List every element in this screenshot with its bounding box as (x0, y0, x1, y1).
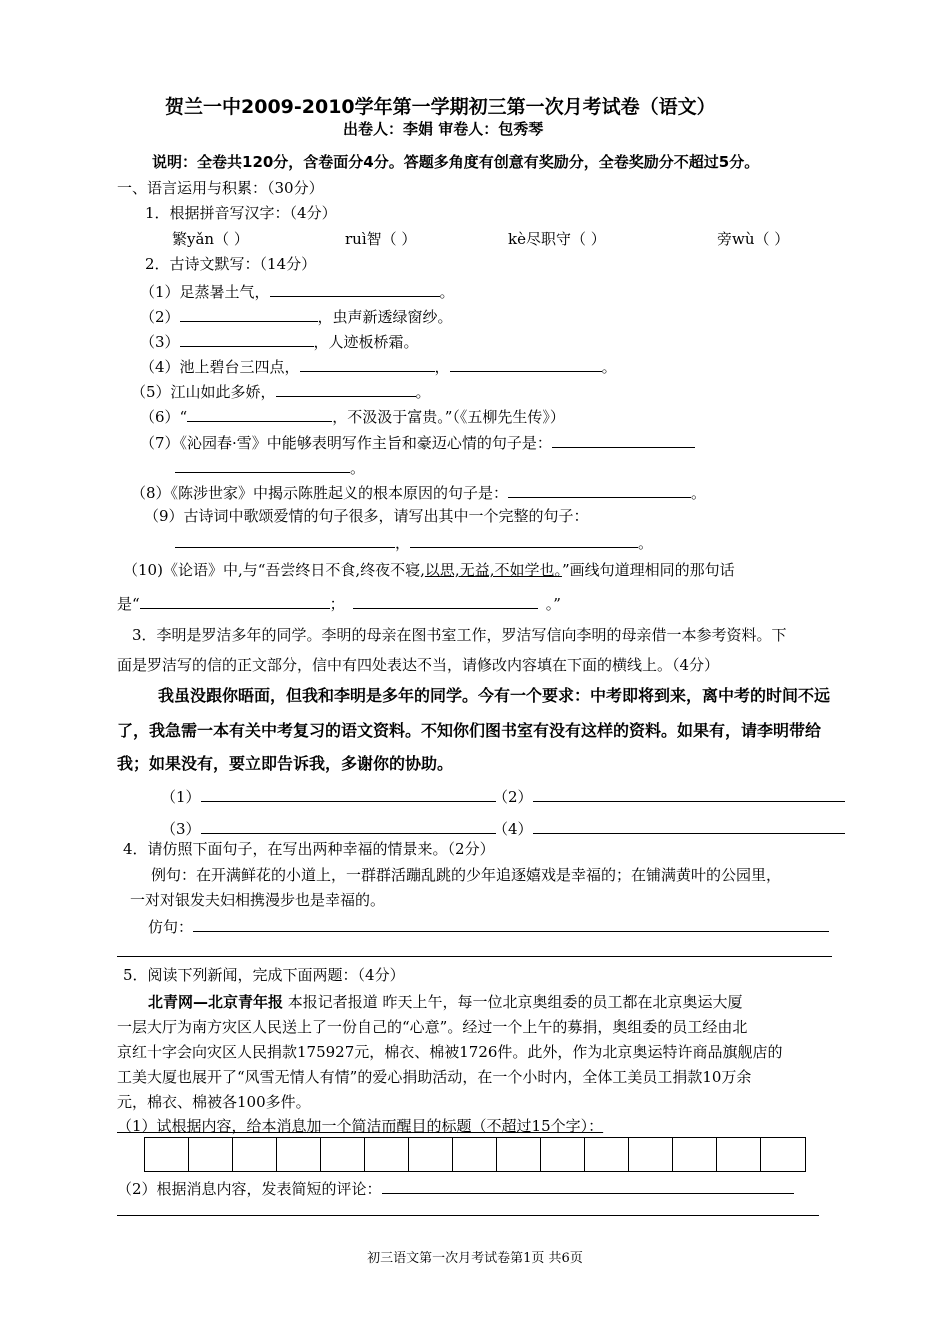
comma: ， (434, 358, 450, 376)
q2-line-10-a: （10)《论语》中,与“吾尝终日不食,终夜不寝, (123, 561, 425, 579)
q2-line-8-text: （8）《陈涉世家》中揭示陈胜起义的根本原因的句子是： (131, 484, 509, 502)
q2-line-7 (140, 431, 695, 453)
title-cell[interactable] (453, 1138, 497, 1171)
q2-line-1 (140, 280, 455, 302)
q2-line-9b (175, 531, 653, 553)
q4-prompt: 4．请仿照下面句子，在写出两种幸福的情景来。（2分） (123, 840, 495, 858)
news-line-4: 工美大厦也展开了“风雪无情人有情”的爱心捐助活动，在一个小时内，全体工美员工捐款10万余 (117, 1068, 752, 1086)
answer-blank[interactable] (533, 785, 845, 802)
title-cell[interactable] (189, 1138, 233, 1171)
q3-blank-2 (493, 785, 845, 807)
period: 。 (691, 484, 707, 502)
q2-line-7-text: （7）《沁园春·雪》中能够表明写作主旨和豪迈心情的句子是： (140, 434, 552, 452)
title-answer-grid[interactable] (144, 1137, 806, 1172)
q2-prompt: 2．古诗文默写：（14分） (145, 255, 317, 273)
answer-blank[interactable] (552, 431, 695, 448)
answer-blank[interactable] (276, 380, 416, 397)
q1-item-4: 旁wù（ ） (717, 230, 790, 248)
q5-sub1: （1）试根据内容，给本消息加一个简洁而醒目的标题（不超过15个字）： (117, 1117, 604, 1135)
period: 。 (350, 459, 366, 477)
title-cell[interactable] (321, 1138, 365, 1171)
letter-line-2: 了，我急需一本有关中考复习的语文资料。不知你们图书室有没有这样的资料。如果有，请李明带给 (117, 721, 822, 740)
answer-blank[interactable] (353, 592, 538, 609)
q2-line-10-b: ”画线句道理相同的那句话 (561, 561, 735, 579)
q2-line-10-c: 是“ (117, 595, 140, 613)
answer-blank[interactable] (175, 531, 395, 548)
q2-line-4 (140, 355, 617, 377)
q2-line-2-text: ，虫声新透绿窗纱。 (317, 308, 453, 326)
q2-line-3-text: ，人迹板桥霜。 (313, 333, 419, 351)
q3-blank-4-label: （4） (493, 820, 533, 838)
q4-answer (148, 915, 829, 937)
title-cell[interactable] (145, 1138, 189, 1171)
answer-blank[interactable] (193, 915, 829, 932)
period: 。 (638, 534, 654, 552)
answer-line[interactable] (117, 956, 832, 957)
page-title: 贺兰一中2009-2010学年第一学期初三第一次月考试卷（语文） (165, 96, 716, 118)
q2-line-2-start: （2） (140, 308, 180, 326)
answer-blank[interactable] (508, 481, 691, 498)
q2-line-4-text: （4）池上碧台三四点， (140, 358, 300, 376)
title-cell[interactable] (717, 1138, 761, 1171)
news-source: 北青网—北京青年报 (148, 993, 284, 1011)
q3-blank-3-label: （3） (161, 820, 201, 838)
q2-line-7b (175, 456, 365, 478)
page-footer: 初三语文第一次月考试卷第1页 共6页 (367, 1251, 583, 1266)
answer-blank[interactable] (180, 305, 318, 322)
q2-line-1-text: （1）足蒸暑土气， (140, 283, 270, 301)
title-cell[interactable] (629, 1138, 673, 1171)
letter-line-3: 我；如果没有，要立即告诉我，多谢你的协助。 (117, 754, 454, 773)
q3-blank-2-label: （2） (493, 788, 533, 806)
q3-blank-4 (493, 817, 845, 839)
answer-blank[interactable] (410, 531, 638, 548)
q4-answer-label: 仿句： (148, 918, 194, 936)
q2-line-2 (140, 305, 453, 327)
q2-line-3-start: （3） (140, 333, 180, 351)
title-cell[interactable] (761, 1138, 805, 1171)
answer-blank[interactable] (382, 1177, 794, 1194)
exam-authors: 出卷人：李娟 审卷人：包秀琴 (343, 120, 544, 138)
period: 。 (415, 383, 431, 401)
q3-blank-1 (161, 785, 496, 807)
news-line-1 (148, 989, 743, 1015)
answer-blank[interactable] (140, 592, 330, 609)
period: 。 (601, 358, 617, 376)
q2-line-10 (123, 560, 735, 580)
q1-prompt: 1．根据拼音写汉字：（4分） (145, 204, 337, 222)
q2-line-6 (140, 405, 565, 427)
q2-line-3 (140, 330, 419, 352)
exam-note: 说明：全卷共120分，含卷面分4分。答题多角度有创意有奖励分，全卷奖励分不超过5分。 (152, 153, 760, 171)
answer-blank[interactable] (201, 817, 496, 834)
news-line-3: 京红十字会向灾区人民捐款175927元，棉衣、棉被1726件。此外，作为北京奥运特许商品旗舰店的 (117, 1043, 783, 1061)
title-cell[interactable] (409, 1138, 453, 1171)
section-heading: 一、语言运用与积累：（30分） (117, 179, 324, 197)
q2-line-8 (131, 481, 706, 503)
answer-blank[interactable] (450, 355, 602, 372)
q2-line-10-underlined: 以思,无益,不如学也。 (424, 561, 562, 579)
answer-blank[interactable] (300, 355, 435, 372)
q2-line-10-e: 。” (545, 595, 561, 613)
title-cell[interactable] (365, 1138, 409, 1171)
q5-sub2-text: （2）根据消息内容，发表简短的评论： (117, 1180, 382, 1198)
letter-line-1: 我虽没跟你晤面，但我和李明是多年的同学。今有一个要求：中考即将到来，离中考的时间不远 (158, 686, 831, 705)
q1-item-1: 繁yǎn（ ） (172, 230, 249, 248)
q2-line-5-text: （5）江山如此多娇， (131, 383, 276, 401)
q1-item-2: ruì智（ ） (345, 230, 417, 248)
q3-prompt-1: 3．李明是罗洁多年的同学。李明的母亲在图书室工作，罗洁写信向李明的母亲借一本参考资料。下 (132, 626, 787, 644)
answer-blank[interactable] (175, 456, 350, 473)
q5-prompt: 5．阅读下列新闻，完成下面两题：（4分） (123, 966, 405, 984)
title-cell[interactable] (497, 1138, 541, 1171)
q3-blank-1-label: （1） (161, 788, 201, 806)
title-cell[interactable] (541, 1138, 585, 1171)
q3-prompt-2: 面是罗洁写的信的正文部分，信中有四处表达不当，请修改内容填在下面的横线上。（4分） (117, 656, 720, 674)
title-cell[interactable] (277, 1138, 321, 1171)
answer-blank[interactable] (180, 330, 314, 347)
q4-example-2: 一对对银发夫妇相携漫步也是幸福的。 (130, 891, 386, 909)
news-line-5: 元，棉衣、棉被各100多件。 (117, 1093, 311, 1111)
comma: ， (395, 534, 411, 552)
answer-blank[interactable] (187, 405, 332, 422)
answer-blank[interactable] (533, 817, 845, 834)
q2-line-5 (131, 380, 431, 402)
q2-line-6-start: （6）“ (140, 408, 188, 426)
q4-example-1: 例句：在开满鲜花的小道上，一群群活蹦乱跳的少年追逐嬉戏是幸福的；在铺满黄叶的公园里， (151, 866, 782, 884)
title-cell[interactable] (233, 1138, 277, 1171)
q5-sub2 (117, 1177, 794, 1199)
period: 。 (439, 283, 455, 301)
q2-line-6-text: ，不汲汲于富贵。”（《五柳先生传》） (332, 408, 565, 426)
q1-item-3: kè尽职守（ ） (508, 230, 606, 248)
answer-blank[interactable] (270, 280, 440, 297)
news-line-1-text: 本报记者报道 昨天上午，每一位北京奥组委的员工都在北京奥运大厦 (283, 993, 743, 1011)
q2-line-10-d: ； (329, 595, 345, 613)
answer-line[interactable] (117, 1215, 819, 1216)
q2-line-9: （9）古诗词中歌颂爱情的句子很多，请写出其中一个完整的句子： (144, 507, 589, 525)
news-line-2: 一层大厅为南方灾区人民送上了一份自己的“心意”。经过一个上午的募捐，奥组委的员工经由北 (117, 1018, 748, 1036)
answer-blank[interactable] (201, 785, 496, 802)
title-cell[interactable] (585, 1138, 629, 1171)
title-cell[interactable] (673, 1138, 717, 1171)
q2-line-10b (117, 592, 561, 614)
q3-blank-3 (161, 817, 496, 839)
